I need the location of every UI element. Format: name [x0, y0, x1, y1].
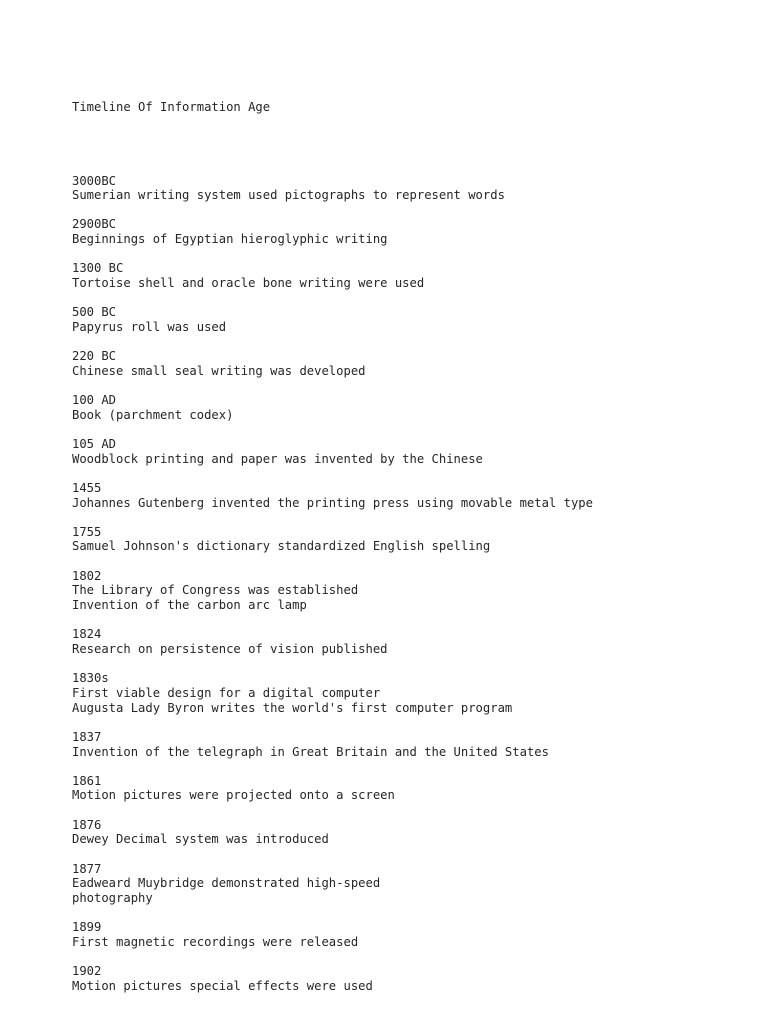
timeline-entry: [72, 305, 732, 334]
entry-year: 1861: [72, 773, 102, 788]
timeline-entry: [72, 437, 732, 466]
entry-year: 1902: [72, 964, 102, 979]
timeline-entry: [72, 627, 732, 656]
timeline-entry: [72, 671, 732, 715]
entry-description: Eadweard Muybridge demonstrated high-speed: [72, 876, 381, 891]
entry-description: Invention of the telegraph in Great Britain and the United States: [72, 744, 549, 759]
entry-year: 1824: [72, 627, 102, 642]
entry-year: 220 BC: [72, 349, 117, 364]
entry-year: 2900BC: [72, 217, 117, 232]
entry-year: 1830s: [72, 671, 109, 686]
timeline-entries: [72, 174, 732, 994]
timeline-entry: [72, 393, 732, 422]
entry-year: 1755: [72, 524, 102, 539]
timeline-entry: [72, 349, 732, 378]
entry-description: First magnetic recordings were released: [72, 934, 359, 949]
entry-description: Beginnings of Egyptian hieroglyphic writing: [72, 232, 388, 247]
document-page: [72, 71, 732, 1023]
entry-description: Book (parchment codex): [72, 407, 234, 422]
entry-year: 1899: [72, 920, 102, 935]
entry-year: 3000BC: [72, 173, 117, 188]
timeline-entry: [72, 964, 732, 993]
entry-description: The Library of Congress was established: [72, 583, 359, 598]
entry-year: 1876: [72, 817, 102, 832]
entry-year: 1300 BC: [72, 261, 124, 276]
entry-description: Papyrus roll was used: [72, 319, 227, 334]
entry-year: 100 AD: [72, 393, 117, 408]
entry-description: Samuel Johnson's dictionary standardized English spelling: [72, 539, 491, 554]
entry-description: Tortoise shell and oracle bone writing were used: [72, 276, 425, 291]
timeline-entry: [72, 774, 732, 803]
timeline-entry: [72, 862, 732, 906]
timeline-entry: [72, 261, 732, 290]
timeline-entry: [72, 730, 732, 759]
entry-year: 1455: [72, 480, 102, 495]
entry-year: 1802: [72, 568, 102, 583]
entry-description: Johannes Gutenberg invented the printing press using movable metal type: [72, 495, 593, 510]
entry-description: Chinese small seal writing was developed: [72, 363, 366, 378]
timeline-entry: [72, 217, 732, 246]
entry-description: Invention of the carbon arc lamp: [72, 598, 307, 613]
entry-year: 105 AD: [72, 436, 117, 451]
timeline-entry: [72, 525, 732, 554]
entry-year: 1837: [72, 729, 102, 744]
entry-description: Dewey Decimal system was introduced: [72, 832, 329, 847]
entry-description: Research on persistence of vision published: [72, 641, 388, 656]
timeline-entry: [72, 818, 732, 847]
entry-description: Woodblock printing and paper was invented by the Chinese: [72, 451, 483, 466]
entry-description: Motion pictures were projected onto a screen: [72, 788, 395, 803]
entry-description: Motion pictures special effects were used: [72, 978, 373, 993]
timeline-entry: [72, 481, 732, 510]
entry-description: First viable design for a digital computer: [72, 685, 381, 700]
timeline-entry: [72, 174, 732, 203]
entry-year: 1877: [72, 861, 102, 876]
timeline-entry: [72, 920, 732, 949]
entry-year: 500 BC: [72, 305, 117, 320]
document-title: Timeline Of Information Age: [72, 100, 271, 115]
timeline-entry: [72, 569, 732, 613]
entry-description: Sumerian writing system used pictographs to represent words: [72, 188, 505, 203]
entry-description: photography: [72, 890, 153, 905]
entry-description: Augusta Lady Byron writes the world's first computer program: [72, 700, 513, 715]
